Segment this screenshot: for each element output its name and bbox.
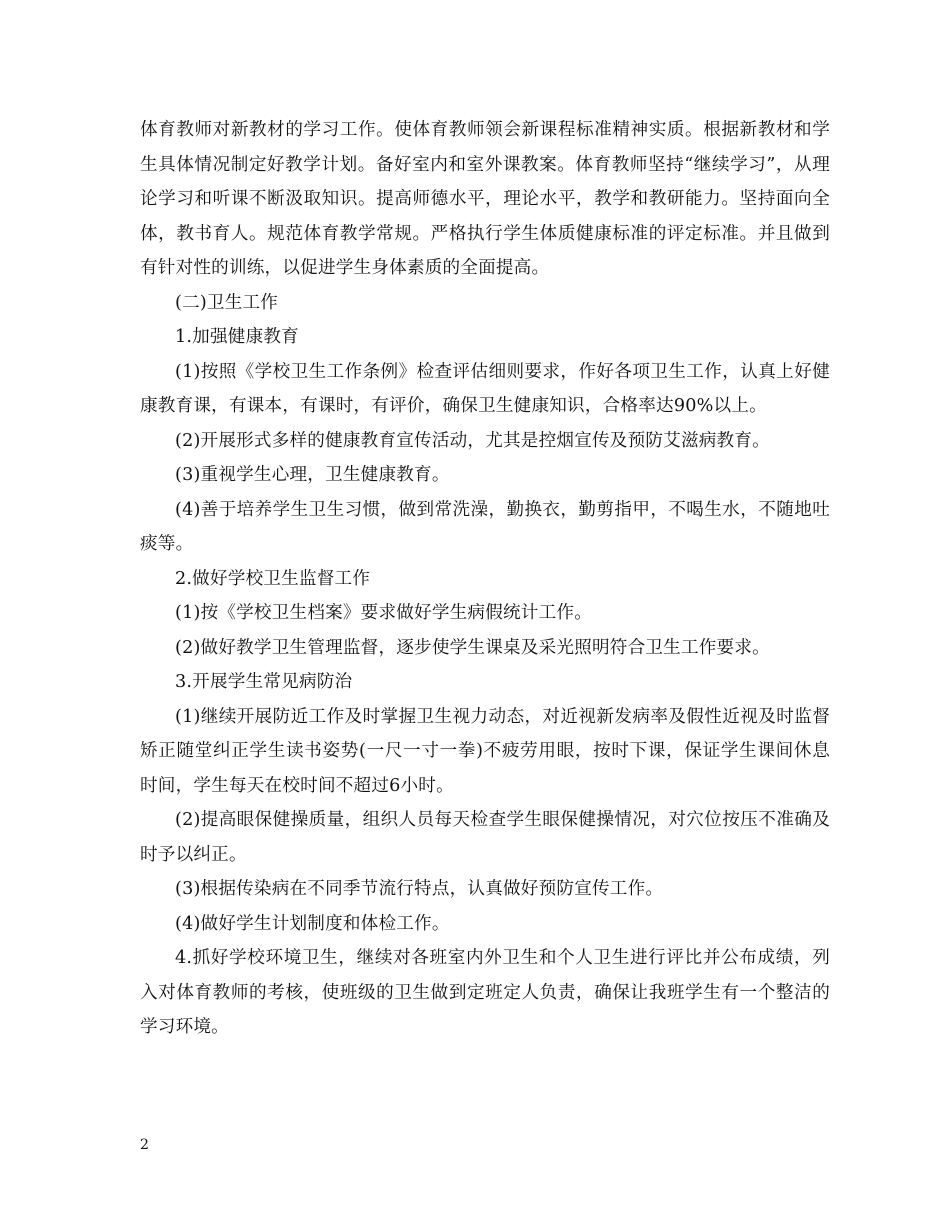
paragraph-1: 体育教师对新教材的学习工作。使体育教师领会新课程标准精神实质。根据新教材和学生具体情况制定好教学计划。备好室内和室外课教案。体育教师坚持“继续学习”，从理论学习和听课不断汲取知识。提高师德水平，理论水平，教学和教研能力。坚持面向全体，教书育人。规范体育教学常规。严格执行学生体质健康标准的评定标准。并且做到有针对性的训练，以促进学生身体素质的全面提高。	[140, 120, 830, 278]
document-body	[140, 113, 830, 1045]
subheading-supervision: 2.做好学校卫生监督工作	[175, 568, 371, 589]
paragraph-item-1-1: (1)按照《学校卫生工作条例》检查评估细则要求，作好各项卫生工作，认真上好健康教育课，有课本，有课时，有评价，确保卫生健康知识，合格率达90%以上。	[140, 361, 830, 416]
paragraph-item-3-2: (2)提高眼保健操质量，组织人员每天检查学生眼保健操情况，对穴位按压不准确及时予以纠正。	[140, 810, 830, 865]
paragraph-item-4: 4.抓好学校环境卫生，继续对各班室内外卫生和个人卫生进行评比并公布成绩，列入对体育教师的考核，使班级的卫生做到定班定人负责，确保让我班学生有一个整洁的学习环境。	[140, 948, 830, 1037]
section-heading-health-work: (二)卫生工作	[175, 292, 279, 313]
paragraph-item-1-4: (4)善于培养学生卫生习惯，做到常洗澡，勤换衣，勤剪指甲，不喝生水，不随地吐痰等。	[140, 499, 830, 554]
paragraph-item-2-1: (1)按《学校卫生档案》要求做好学生病假统计工作。	[175, 603, 592, 623]
subheading-health-education: 1.加强健康教育	[175, 327, 299, 347]
paragraph-item-3-4: (4)做好学生计划制度和体检工作。	[175, 913, 450, 934]
paragraph-item-2-2: (2)做好教学卫生管理监督，逐步使学生课桌及采光照明符合卫生工作要求。	[175, 637, 770, 658]
paragraph-item-3-3: (3)根据传染病在不同季节流行特点，认真做好预防宣传工作。	[175, 879, 664, 899]
paragraph-item-1-2: (2)开展形式多样的健康教育宣传活动，尤其是控烟宣传及预防艾滋病教育。	[175, 430, 770, 451]
page-number: 2	[140, 1137, 149, 1153]
paragraph-item-1-3: (3)重视学生心理，卫生健康教育。	[175, 465, 450, 485]
subheading-disease-prevention: 3.开展学生常见病防治	[175, 672, 353, 692]
paragraph-item-3-1: (1)继续开展防近工作及时掌握卫生视力动态，对近视新发病率及假性近视及时监督矫正随堂纠正学生读书姿势(一尺一寸一拳)不疲劳用眼，按时下课，保证学生课间休息时间，学生每天在校时间不超过6小时。	[140, 706, 830, 796]
